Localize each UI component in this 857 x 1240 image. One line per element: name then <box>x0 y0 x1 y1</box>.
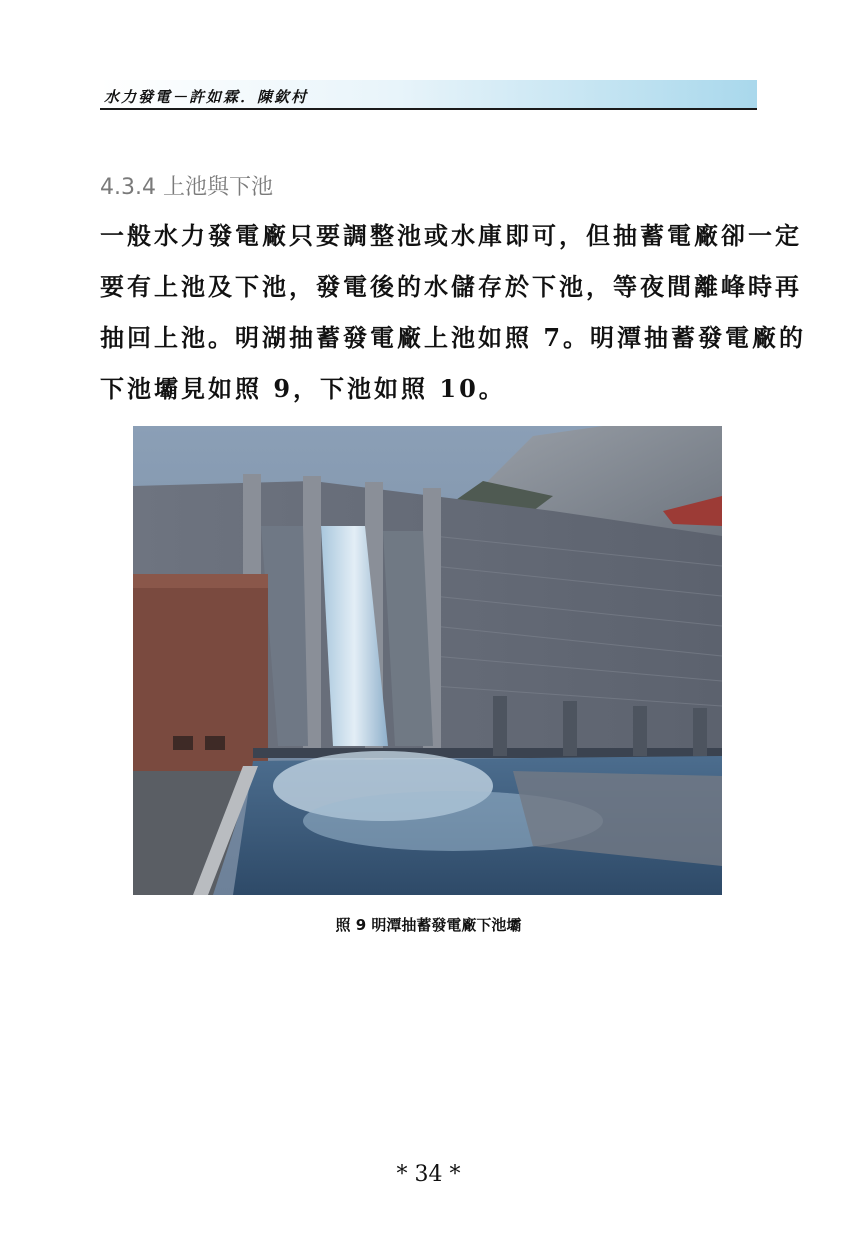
body-line: 抽回上池。明湖抽蓄發電廠上池如照 7。明潭抽蓄發電廠的 <box>100 323 807 352</box>
running-header-title: 水力發電－許如霖．陳欽村 <box>104 88 309 106</box>
section-heading: 4.3.4 上池與下池 <box>100 175 273 200</box>
body-line: 一般水力發電廠只要調整池或水庫即可，但抽蓄電廠卻一定 <box>100 221 802 250</box>
figure-caption: 照 9 明潭抽蓄發電廠下池壩 <box>335 916 522 934</box>
body-line: 下池壩見如照 9，下池如照 10。 <box>100 374 506 403</box>
body-paragraph <box>100 210 807 414</box>
body-line: 要有上池及下池，發電後的水儲存於下池，等夜間離峰時再 <box>100 272 802 301</box>
dam-photo <box>133 426 722 895</box>
header-rule <box>100 108 757 110</box>
running-header <box>100 80 757 108</box>
page-number: * 34 * <box>396 1162 461 1187</box>
